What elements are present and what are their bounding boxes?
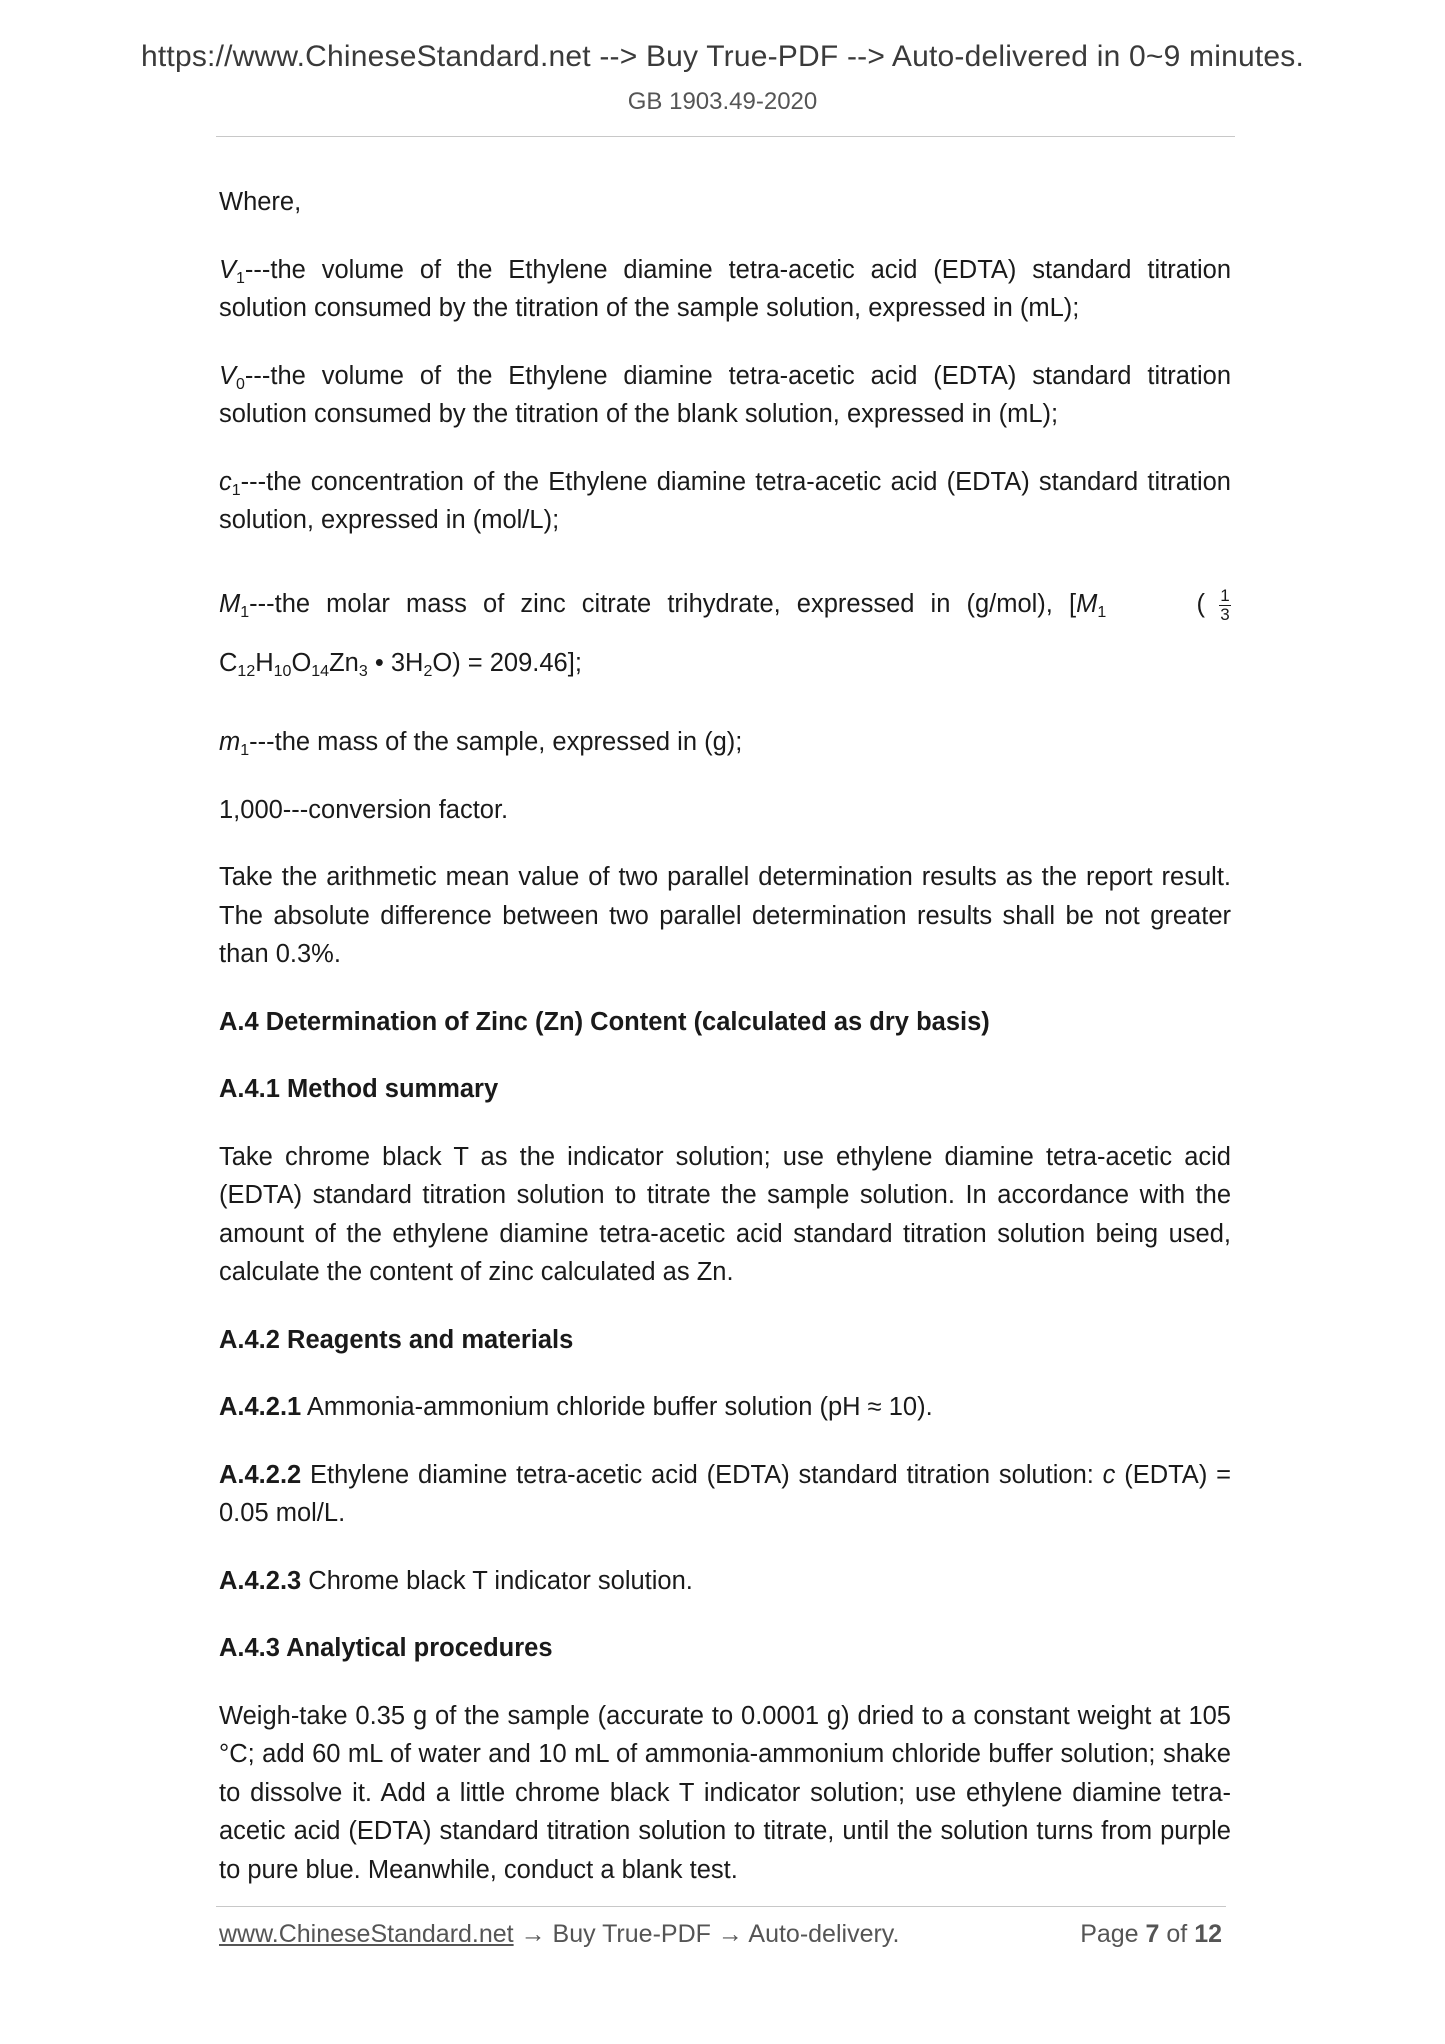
symbol: M [1076, 590, 1098, 619]
symbol: c [1102, 1460, 1116, 1489]
subscript: 1 [240, 742, 250, 759]
item-a423 [219, 1562, 1231, 1601]
def-v1 [219, 251, 1231, 328]
definition-text: ---the mass of the sample, expressed in (g); [249, 728, 743, 756]
item-a422 [219, 1456, 1231, 1533]
page-footer [219, 1920, 1226, 1960]
symbol: V [219, 255, 237, 284]
def-v0 [219, 357, 1231, 434]
definition-text: ---the molar mass of zinc citrate trihydrate, expressed in (g/mol), [ [249, 590, 1077, 619]
subscript: 12 [237, 662, 256, 680]
formula-part: O) = 209.46]; [432, 648, 582, 677]
def-c1 [219, 463, 1231, 540]
item-text: Chrome black T indicator solution. [301, 1566, 693, 1595]
item-number: A.4.2.2 [219, 1460, 302, 1489]
subscript: 14 [311, 662, 330, 680]
item-text: Ammonia-ammonium chloride buffer solution (pH ≈ 10). [301, 1393, 933, 1421]
page-total: 12 [1194, 1920, 1222, 1948]
page-of-label: of [1159, 1920, 1195, 1948]
subscript: 1 [240, 604, 250, 622]
symbol: c [219, 467, 232, 496]
standard-number: GB 1903.49-2020 [627, 88, 818, 115]
subscript: 2 [423, 662, 433, 680]
subscript: 3 [358, 662, 368, 680]
formula-part: Zn [329, 648, 359, 677]
header-divider [216, 136, 1235, 137]
page-label: Page [1080, 1920, 1146, 1948]
subscript: 1 [236, 269, 245, 287]
footer-tagline: → Buy True-PDF → Auto-delivery. [513, 1920, 900, 1948]
fraction-one-third [1219, 587, 1231, 624]
where-label: Where, [219, 188, 302, 216]
source-banner: https://www.ChineseStandard.net --> Buy True-PDF --> Auto-delivered in 0~9 minutes. [141, 40, 1304, 73]
footer-left [219, 1920, 899, 1949]
definition-text: ---the volume of the Ethylene diamine tetra-acetic acid (EDTA) standard titration solution consumed by the titration of the sample solution, expressed in (mL); [219, 255, 1231, 322]
item-number: A.4.2.1 [219, 1393, 302, 1421]
item-text-tail: (EDTA) = 0.05 mol/L. [219, 1460, 1231, 1527]
footer-site-link[interactable]: www.ChineseStandard.net [219, 1920, 514, 1948]
formula-part: O [291, 648, 312, 677]
subscript: 1 [1097, 604, 1107, 622]
def-m1 [219, 723, 1231, 762]
fraction-numerator: 1 [1220, 585, 1230, 605]
fraction-group [1197, 585, 1232, 624]
subscript: 0 [236, 375, 245, 393]
definition-text: ---the concentration of the Ethylene diamine tetra-acetic acid (EDTA) standard titration solution, expressed in (mol/L); [219, 467, 1231, 534]
section-a42-heading: A.4.2 Reagents and materials [219, 1325, 574, 1354]
symbol: V [219, 361, 237, 390]
symbol: M [219, 590, 241, 619]
fraction-denominator: 3 [1220, 604, 1230, 624]
footer-divider [216, 1906, 1226, 1907]
item-text: Ethylene diamine tetra-acetic acid (EDTA) standard titration solution: [301, 1460, 1103, 1489]
open-paren: ( [1196, 590, 1205, 619]
formula-part: H [255, 648, 274, 677]
def-molar-mass [219, 578, 1231, 683]
page-indicator [1080, 1920, 1222, 1949]
symbol: m [219, 728, 241, 756]
item-a421 [219, 1388, 1231, 1427]
formula-part: C [219, 648, 238, 677]
molar-mass-line [219, 578, 1231, 632]
section-a4-heading: A.4 Determination of Zinc (Zn) Content (calculated as dry basis) [219, 1007, 990, 1036]
formula-line [219, 644, 1231, 683]
item-number: A.4.2.3 [219, 1566, 302, 1595]
formula-part: • 3H [367, 648, 424, 677]
page-number: 7 [1145, 1920, 1160, 1948]
def-conversion: 1,000---conversion factor. [219, 795, 509, 824]
page-content [219, 183, 1231, 1918]
molar-mass-lead [219, 585, 1106, 624]
subscript: 1 [231, 481, 241, 499]
definition-text: ---the volume of the Ethylene diamine tetra-acetic acid (EDTA) standard titration solution consumed by the titration of the blank solution, expressed in (mL); [219, 361, 1231, 428]
subscript: 10 [273, 662, 292, 680]
section-a43-text: Weigh-take 0.35 g of the sample (accurate to 0.0001 g) dried to a constant weight at 105 °C; add 60 mL of water and 10 mL of ammonia-ammonium chloride buffer solution; shake to dissolve it. Add a little chrome black T indicator solution; use ethylene diamine tetra-acetic acid (EDTA) standard titration solution to titrate, until the solution turns from purple to pure blue. Meanwhile, conduct a blank test. [219, 1701, 1231, 1884]
section-a43-heading: A.4.3 Analytical procedures [219, 1634, 553, 1662]
section-a41-heading: A.4.1 Method summary [219, 1075, 499, 1103]
section-a41-text: Take chrome black T as the indicator solution; use ethylene diamine tetra-acetic acid (EDTA) standard titration solution to titrate the sample solution. In accordance with the amount of the ethylene diamine tetra-acetic acid standard titration solution being used, calculate the content of zinc calculated as Zn. [219, 1142, 1231, 1286]
mean-paragraph: Take the arithmetic mean value of two parallel determination results as the report result. The absolute difference between two parallel determination results shall be not greater than 0.3%. [219, 863, 1231, 968]
